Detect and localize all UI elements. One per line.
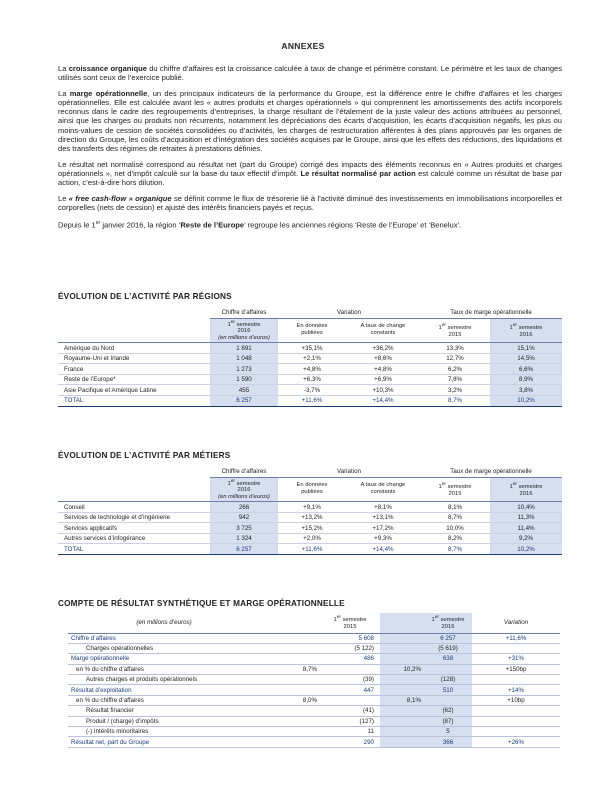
cell-2016 (424, 695, 472, 705)
cell-variation (472, 716, 560, 726)
row-label: TOTAL (58, 395, 210, 406)
cell-pct-2016: 8,1% (380, 695, 424, 705)
subheader-2016 (490, 318, 562, 343)
cell-pct-2015 (260, 654, 320, 664)
row-label: Asie Pacifique et Amérique Latine (58, 385, 210, 396)
text: En données (296, 482, 328, 489)
cell-v1: +13,2% (278, 512, 346, 523)
cell-t2: 10,2% (490, 395, 562, 406)
table-row (68, 643, 560, 653)
cell-ca: 6 257 (210, 395, 278, 406)
cell-pct-2015 (260, 706, 320, 716)
text: En données (296, 323, 328, 330)
definitions-text (58, 64, 562, 236)
row-label: Autres services d’infogérance (58, 533, 210, 544)
cell-t1: 3,2% (420, 385, 490, 396)
cell-v1: +2,1% (278, 353, 346, 364)
text: A taux de change (360, 482, 406, 489)
cell-v1: +15,2% (278, 523, 346, 534)
cell-variation (472, 643, 560, 653)
cell-2015: (5 122) (320, 643, 380, 653)
subheader-constants (346, 477, 420, 502)
text: 1 (431, 616, 435, 623)
cell-2016: 510 (424, 685, 472, 695)
cell-pct-2016 (380, 727, 424, 737)
text: (en millions d’euros) (218, 494, 270, 501)
row-label: en % du chiffre d’affaires (68, 695, 260, 705)
text: semestre (446, 483, 472, 490)
section-title-regions: ÉVOLUTION DE L’ACTIVITÉ PAR RÉGIONS (58, 292, 232, 301)
cell-v2: +14,4% (346, 544, 420, 555)
cell-2015: (39) (320, 675, 380, 685)
cell-t2: 8,9% (490, 374, 562, 385)
cell-v1: -3,7% (278, 385, 346, 396)
table-row (68, 654, 560, 664)
cell-t2: 3,8% (490, 385, 562, 396)
header-taux: Taux de marge opérationnelle (420, 307, 562, 318)
text: 2016 (441, 623, 455, 630)
cell-v1: +11,6% (278, 544, 346, 555)
row-label: Charges opérationnelles (68, 643, 260, 653)
text: Le résultat net normalisé correspond au résultat net (part du Groupe) corrigé des impacts des éléments reconnus en « Autres produits et charges opérationnels », net d’impôt calculé sur la base du taux effectif d’impôt. (58, 159, 562, 178)
cell-pct-2015: 8,0% (260, 695, 320, 705)
total-row (58, 395, 562, 406)
cell-ca: 942 (210, 512, 278, 523)
text: La (58, 88, 70, 98)
cell-v2: +10,3% (346, 385, 420, 396)
cell-pct-2015 (260, 716, 320, 726)
cell-2015: 290 (320, 737, 380, 747)
cell-ca: 1 590 (210, 374, 278, 385)
term-resultat: Le résultat normalisé par action (300, 168, 416, 178)
cell-pct-2016 (380, 737, 424, 747)
row-label: Chiffre d’affaires (68, 633, 260, 643)
text: semestre (517, 483, 543, 490)
header-variation: Variation (278, 307, 420, 318)
cell-t1: 7,8% (420, 374, 490, 385)
text: (en millions d’euros) (218, 335, 270, 342)
cell-ca: 1 891 (210, 343, 278, 354)
header-variation: Variation (278, 466, 420, 477)
text: er (230, 319, 236, 325)
table-row (68, 737, 560, 747)
text: publiées (301, 489, 323, 496)
table-row (68, 675, 560, 685)
cell-variation: +10bp (472, 695, 560, 705)
paragraph-marge (58, 89, 562, 153)
text: semestre (439, 616, 465, 623)
text: er (512, 323, 518, 328)
text: 2016 (519, 490, 533, 497)
text: 2016 (237, 328, 251, 335)
table-row (58, 353, 562, 364)
cell-variation: +11,6% (472, 633, 560, 643)
cell-2016: (87) (424, 716, 472, 726)
cell-2016: (5 619) (424, 643, 472, 653)
cell-v2: +4,8% (346, 364, 420, 375)
cell-2016: (62) (424, 706, 472, 716)
cell-variation: +150bp (472, 664, 560, 674)
text: 1 (509, 483, 513, 490)
cell-2015: 11 (320, 727, 380, 737)
cell-v2: +13,1% (346, 512, 420, 523)
cell-t1: 8,7% (420, 544, 490, 555)
table-row (58, 364, 562, 375)
cell-variation (472, 675, 560, 685)
text: , un des principaux indicateurs de la performance du Groupe, est la différence entre le chiffre d’affaires et les charges opérationnelles. Elle est calculée avant les « autres produits et charges opérationnels » qui comprennent les amortissements des actifs incorporels reconnus dans le cadre des regroupements d’entreprises, la charge résultant de l’étalement de la juste valeur des actions attribuées au personnel, ainsi que les charges ou produits non récurrents, notamment les dépréciations des écarts d’acquisition, les écarts d’acquisition négatifs, les plus ou moins-values de cession de sociétés consolidées ou d’activités, les charges de restructuration afférentes à des plans approuvés par les organes de direction du Groupe, les coûts d’acquisition et d’intégration des sociétés acquises par le Groupe, ainsi que les effets des réductions, des liquidations et des transferts des régimes de retraites à prestations définies. (58, 88, 562, 153)
cell-2016: 6 257 (424, 633, 472, 643)
cell-variation (472, 727, 560, 737)
col-2016 (424, 613, 472, 633)
row-label: Marge opérationnelle (68, 654, 260, 664)
text: 2016 (237, 487, 251, 494)
subheader-ca (210, 318, 278, 343)
cell-pct-2016 (380, 654, 424, 664)
text: A taux de change (360, 323, 406, 330)
text: constants (370, 330, 396, 337)
term-croissance: croissance organique (68, 64, 147, 73)
cell-ca: 1 048 (210, 353, 278, 364)
cell-2015: (127) (320, 716, 380, 726)
cell-pct-2015 (260, 737, 320, 747)
cell-2015: (41) (320, 706, 380, 716)
row-label: Résultat financier (68, 706, 260, 716)
text: 1 (438, 324, 442, 331)
cell-t2: 15,1% (490, 343, 562, 354)
cell-t1: 8,1% (420, 502, 490, 513)
table-row (58, 374, 562, 385)
cell-t1: 8,7% (420, 395, 490, 406)
unit-label: (en millions d’euros) (68, 613, 260, 633)
text: du chiffre d’affaires est la croissance calculée à taux de change et périmètre constant. Le périmètre et les taux de changes utilisés sont ceux de l’exercice publié. (58, 64, 562, 83)
row-label: Amérique du Nord (58, 343, 210, 354)
cell-v2: +14,4% (346, 395, 420, 406)
subheader-publiees (278, 318, 346, 343)
header-taux: Taux de marge opérationnelle (420, 466, 562, 477)
header-ca: Chiffre d’affaires (210, 307, 278, 318)
cell-t1: 13,3% (420, 343, 490, 354)
text: 2015 (448, 331, 462, 338)
cell-v2: +8,6% (346, 353, 420, 364)
row-label: Reste de l’Europe* (58, 374, 210, 385)
text: 1 (509, 324, 513, 331)
header-ca: Chiffre d’affaires (210, 466, 278, 477)
subheader-2016 (490, 477, 562, 502)
cell-v2: +9,3% (346, 533, 420, 544)
cell-v1: +6,3% (278, 374, 346, 385)
text: est calculé comme un résultat de base par action, c’est-à-dire hors dilution. (58, 168, 563, 187)
cell-v1: +4,8% (278, 364, 346, 375)
row-label: France (58, 364, 210, 375)
cell-pct-2016 (380, 633, 424, 643)
text: Depuis le 1 (58, 220, 96, 230)
cell-2015 (320, 695, 380, 705)
row-label: Autres charges et produits opérationnels (68, 675, 260, 685)
cell-v1: +35,1% (278, 343, 346, 354)
cell-ca: 3 725 (210, 523, 278, 534)
cell-2016: 366 (424, 737, 472, 747)
paragraph-resultat (58, 160, 562, 187)
text: 2016 (519, 331, 533, 338)
text: er (441, 482, 447, 487)
table-metiers (58, 466, 562, 555)
table-row (58, 385, 562, 396)
section-title-resultat: COMPTE DE RÉSULTAT SYNTHÉTIQUE ET MARGE OPÉRATIONNELLE (58, 599, 345, 608)
paragraph-region (58, 219, 562, 230)
cell-t2: 10,4% (490, 502, 562, 513)
cell-v1: +11,6% (278, 395, 346, 406)
cell-ca: 266 (210, 502, 278, 513)
term-region: Reste de l’Europe (180, 220, 245, 230)
text: 1 (227, 321, 231, 328)
row-label: (-) Intérêts minoritaires (68, 727, 260, 737)
subheader-constants (346, 318, 420, 343)
cell-pct-2015 (260, 643, 320, 653)
cell-2015: 486 (320, 654, 380, 664)
cell-t2: 9,2% (490, 533, 562, 544)
paragraph-fcf (58, 194, 562, 212)
table-row (68, 727, 560, 737)
row-label: TOTAL (58, 544, 210, 555)
cell-pct-2016 (380, 706, 424, 716)
term-marge: marge opérationnelle (69, 88, 148, 98)
term-fcf: « free cash-flow » organique (68, 193, 172, 203)
table-row (58, 512, 562, 523)
text: 2015 (448, 490, 462, 497)
cell-2016: 638 (424, 654, 472, 664)
text: er (95, 219, 101, 226)
cell-v2: +6,9% (346, 374, 420, 385)
cell-ca: 455 (210, 385, 278, 396)
cell-ca: 6 257 (210, 544, 278, 555)
table-row (68, 706, 560, 716)
text: er (512, 482, 518, 487)
cell-variation (472, 706, 560, 716)
text: La (58, 64, 69, 73)
paragraph-croissance (58, 64, 562, 82)
row-label: Services applicatifs (58, 523, 210, 534)
section-title-metiers: ÉVOLUTION DE L’ACTIVITÉ PAR MÉTIERS (58, 451, 231, 460)
row-label: Résultat net, part du Groupe (68, 737, 260, 747)
text: 1 (333, 616, 337, 623)
row-label: Produit / (charge) d’impôts (68, 716, 260, 726)
text: semestre (235, 480, 261, 487)
cell-v2: +8,1% (346, 502, 420, 513)
table-row (58, 343, 562, 354)
cell-t2: 6,6% (490, 364, 562, 375)
table-regions (58, 307, 562, 407)
cell-ca: 1 324 (210, 533, 278, 544)
table-resultat (68, 613, 560, 748)
text: constants (370, 489, 396, 496)
text: Le (58, 193, 69, 203)
cell-pct-2015: 8,7% (260, 664, 320, 674)
cell-2015: 447 (320, 685, 380, 695)
text: 1 (227, 480, 231, 487)
table-row (58, 502, 562, 513)
cell-t2: 11,3% (490, 512, 562, 523)
cell-ca: 1 273 (210, 364, 278, 375)
table-row (68, 664, 560, 674)
table-row (68, 633, 560, 643)
cell-t2: 11,4% (490, 523, 562, 534)
cell-t1: 8,2% (420, 533, 490, 544)
cell-t2: 14,5% (490, 353, 562, 364)
subheader-ca (210, 477, 278, 502)
table-row (68, 695, 560, 705)
subheader-2015 (420, 318, 490, 343)
cell-2016 (424, 664, 472, 674)
text: er (336, 614, 342, 620)
text: er (230, 478, 236, 484)
cell-t2: 10,2% (490, 544, 562, 555)
cell-t1: 8,7% (420, 512, 490, 523)
cell-pct-2016 (380, 675, 424, 685)
cell-2015 (320, 664, 380, 674)
cell-v1: +2,0% (278, 533, 346, 544)
row-label: en % du chiffre d’affaires (68, 664, 260, 674)
text: semestre (446, 324, 472, 331)
cell-v1: +9,1% (278, 502, 346, 513)
table-row (58, 523, 562, 534)
cell-pct-2016 (380, 685, 424, 695)
cell-v2: +36,2% (346, 343, 420, 354)
cell-2015: 5 608 (320, 633, 380, 643)
text: se définit comme le flux de trésorerie lié à l’activité diminué des investissements en immobilisations incorporelles et corporelles (nets de cession) et ajusté des intérêts financiers payés et reçus. (58, 193, 562, 212)
subheader-2015 (420, 477, 490, 502)
table-row (68, 685, 560, 695)
cell-pct-2015 (260, 675, 320, 685)
cell-pct-2015 (260, 727, 320, 737)
subheader-publiees (278, 477, 346, 502)
cell-2016: (128) (424, 675, 472, 685)
col-variation: Variation (472, 613, 560, 633)
table-row (58, 533, 562, 544)
text: 1 (438, 483, 442, 490)
cell-pct-2016: 10,2% (380, 664, 424, 674)
row-label: Services de technologie et d’ingénierie (58, 512, 210, 523)
page-title: ANNEXES (281, 41, 325, 51)
cell-2016: 5 (424, 727, 472, 737)
cell-t1: 12,7% (420, 353, 490, 364)
text: 2015 (343, 623, 357, 630)
row-label: Conseil (58, 502, 210, 513)
col-2015 (320, 613, 380, 633)
cell-pct-2016 (380, 643, 424, 653)
row-label: Résultat d’exploitation (68, 685, 260, 695)
text: ’ regroupe les anciennes régions ‘Reste de l’Europe’ et ‘Benelux’. (244, 220, 462, 230)
text: semestre (235, 321, 261, 328)
cell-v2: +17,2% (346, 523, 420, 534)
text: er (441, 323, 447, 328)
text: semestre (341, 616, 367, 623)
cell-pct-2015 (260, 633, 320, 643)
cell-variation: +31% (472, 654, 560, 664)
cell-pct-2015 (260, 685, 320, 695)
cell-t1: 6,2% (420, 364, 490, 375)
text: semestre (517, 324, 543, 331)
cell-variation: +14% (472, 685, 560, 695)
cell-t1: 10,0% (420, 523, 490, 534)
cell-pct-2016 (380, 716, 424, 726)
row-label: Royaume-Uni et Irlande (58, 353, 210, 364)
text: janvier 2016, la région ‘ (100, 220, 181, 230)
text: er (434, 614, 440, 620)
table-row (68, 716, 560, 726)
total-row (58, 544, 562, 555)
cell-variation: +26% (472, 737, 560, 747)
text: publiées (301, 330, 323, 337)
